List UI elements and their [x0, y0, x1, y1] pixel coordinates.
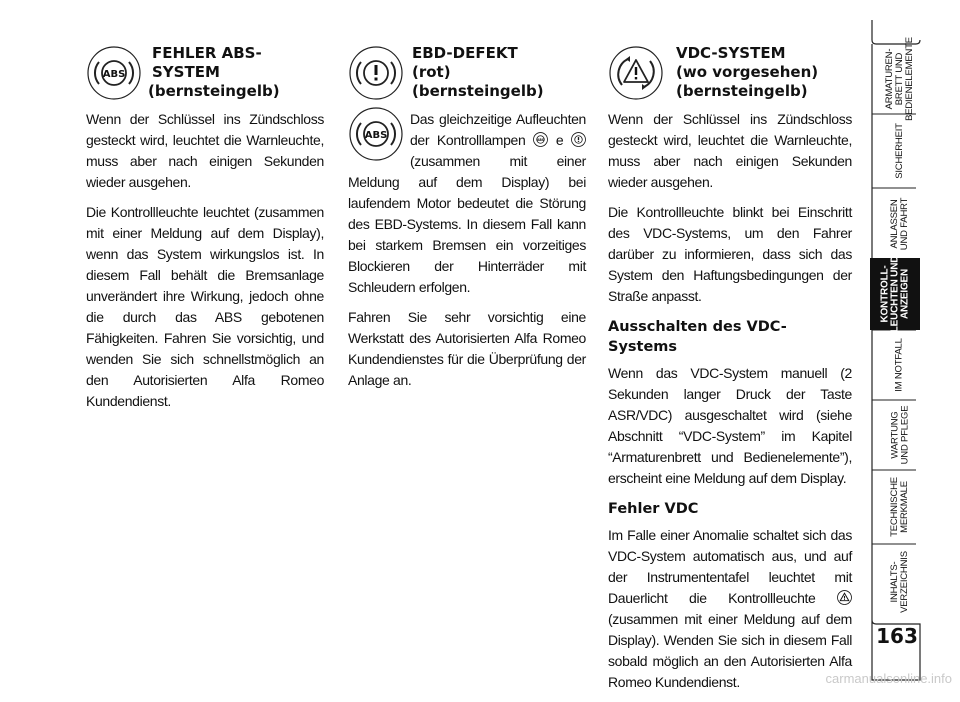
svg-text:ABS: ABS [537, 137, 545, 142]
chapter-sidebar [870, 0, 960, 692]
paragraph: Das gleichzeitige Aufleuchten der Kontrolllampen ABS e (zusammen mit einer Meldung auf dem Display) bei laufendem Motor bedeutet die Störung des EBD-Systems. In diesem Fall kann bei starkem Bremsen ein vorzeitiges Blockieren der Hinterräder mit Schleudern erfolgen. [348, 111, 586, 295]
paragraph: Fahren Sie sehr vorsichtig eine Werkstatt des Autorisierten Alfa Romeo Kundendienstes für die Überprüfung der Anlage an. [348, 309, 586, 388]
heading-vdc-system: VDC-SYSTEM (wo vorgesehen) (bernsteingelb) [676, 44, 819, 100]
tab-starting-driving[interactable]: ANLASSEN UND FAHRT [888, 197, 910, 251]
page-number: 163 [876, 624, 918, 648]
tab-dashboard-controls[interactable]: ARMATUREN- BRETT UND BEDIENELEMENTE [884, 37, 915, 121]
column-vdc-system [608, 44, 852, 702]
paragraph: Im Falle einer Anomalie schaltet sich das VDC-System automatisch aus, und auf der Instrumententafel leuchtet mit Dauerlicht die Kontrollleuchte (zusammen mit einer Meldung auf dem Display). Wenden Sie sich in diesem Fall sobald möglich an den Autorisierten Alfa Romeo Kundendienst. [608, 527, 852, 690]
paragraph: Wenn das VDC-System manuell (2 Sekunden langer Druck der Taste ASR/VDC) ausgeschaltet wird (siehe Abschnitt “VDC-System” im Kapitel “Armaturenbrett und Bedienelemente”), erscheint eine Meldung auf dem Display. [608, 365, 852, 486]
tab-technical-specs[interactable]: TECHNISCHE MERKMALE [888, 477, 910, 537]
tab-maintenance[interactable]: WARTUNG UND PFLEGE [889, 405, 910, 465]
vdc-inline-icon [837, 590, 852, 605]
brake-inline-icon [571, 132, 586, 147]
tab-safety[interactable]: SICHERHEIT [893, 123, 905, 179]
tab-index[interactable]: INHALTS- VERZEICHNIS [889, 551, 911, 613]
column-ebd-fault [348, 44, 586, 400]
abs-inline-icon [533, 132, 548, 147]
heading-abs-fault: FEHLER ABS- SYSTEM (bernsteingelb) [148, 44, 280, 100]
subheading-vdc-off: Ausschalten des VDC-Systems [608, 319, 787, 355]
svg-text:ABS: ABS [102, 69, 126, 80]
svg-text:ABS: ABS [364, 130, 388, 141]
tab-warning-lights-active[interactable]: KONTROLL- LEUCHTEN UND ANZEIGEN [870, 258, 920, 330]
paragraph: Die Kontrollleuchte leuchtet (zusammen mit einer Meldung auf dem Display), wenn das System wirkungslos ist. In diesem Fall behält die Bremsanlage unverändert ihre Wirkung, jedoch ohne die durch das ABS gebotenen Fähigkeiten. Fahren Sie vorsichtig, und wenden Sie sich schnellstmöglich an den Autorisierten Alfa Romeo Kundendienst. [86, 204, 324, 409]
paragraph: Wenn der Schlüssel ins Zündschloss gesteckt wird, leuchtet die Warnleuchte, muss aber nach einigen Sekunden wieder ausgehen. [608, 111, 852, 190]
subheading-vdc-fault: Fehler VDC [608, 501, 699, 517]
heading-ebd-fault: EBD-DEFEKT (rot) (bernsteingelb) [412, 44, 544, 100]
paragraph: Die Kontrollleuchte blinkt bei Einschritt des VDC-Systems, um den Fahrer darüber zu informieren, dass sich das System den Haftungsbedingungen der Straße anpasst. [608, 204, 852, 304]
tab-emergency[interactable]: IM NOTFALL [894, 338, 905, 392]
watermark: carmanualsonline.info [825, 671, 952, 686]
column-abs-fault [86, 44, 324, 421]
paragraph: Wenn der Schlüssel ins Zündschloss gesteckt wird, leuchtet die Warnleuchte, muss aber nach einigen Sekunden wieder ausgehen. [86, 111, 324, 190]
